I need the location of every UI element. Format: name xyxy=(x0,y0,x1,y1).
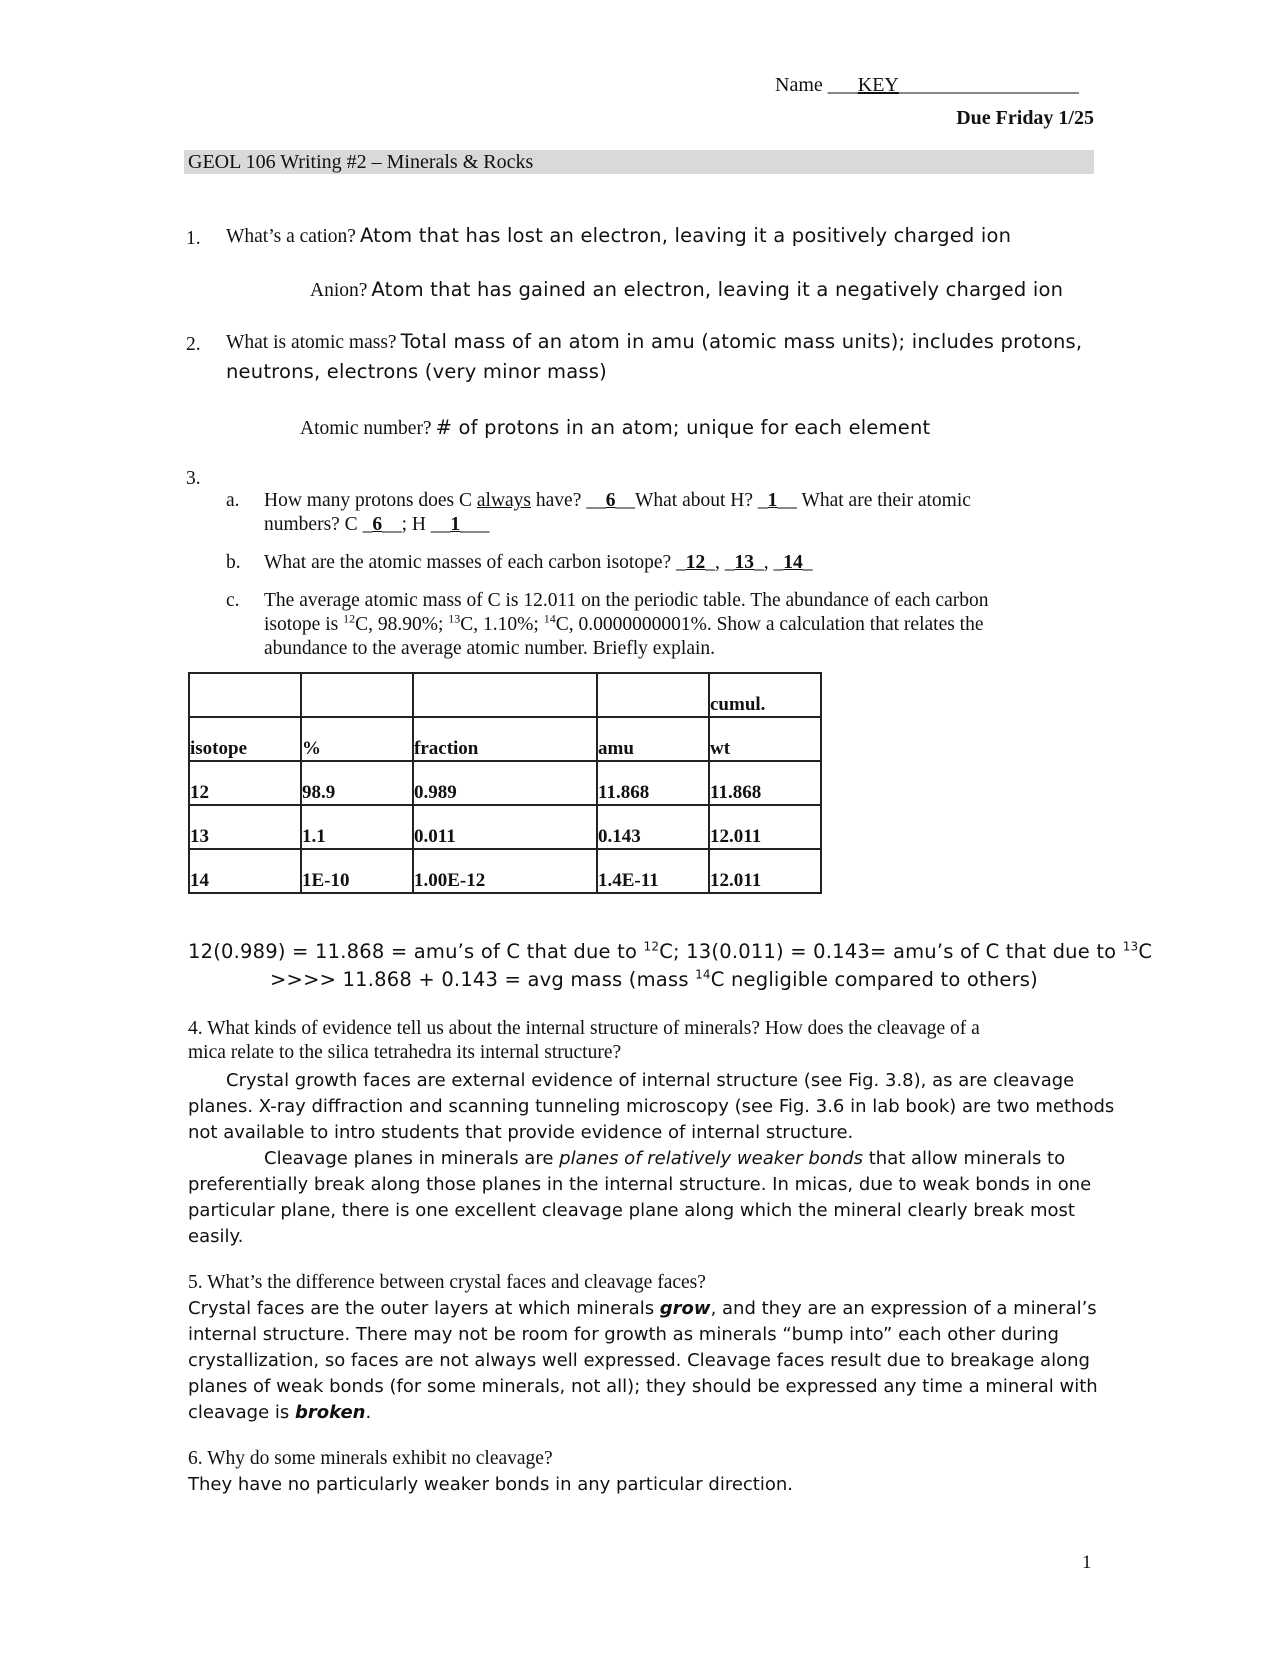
table-cell: 14 xyxy=(189,849,301,893)
table-cell: 1.1 xyxy=(301,805,413,849)
q3a-c-number: 6 xyxy=(372,514,383,535)
table-cell: 0.989 xyxy=(413,761,597,805)
q3a-c-protons: 6 xyxy=(605,490,616,511)
q2-answer-line1: Total mass of an atom in amu (atomic mass units); includes protons, xyxy=(400,330,1083,353)
table-header: amu xyxy=(597,717,709,761)
q1-number: 1. xyxy=(186,228,201,249)
calc-sup12: 12 xyxy=(643,939,660,954)
table-header-row xyxy=(189,717,821,761)
q3c-line1: The average atomic mass of C is 12.011 on the periodic table. The abundance of each carbon xyxy=(264,590,989,611)
q4-prompt-line1: 4. What kinds of evidence tell us about the internal structure of minerals? How does the cleavage of a xyxy=(188,1018,980,1039)
q3a-label: a. xyxy=(226,490,240,511)
page-title: GEOL 106 Writing #2 – Minerals & Rocks xyxy=(184,150,1094,174)
calc-line1 xyxy=(188,940,1152,963)
q3c-l2b: C, 98.90%; xyxy=(355,614,449,635)
q3b-line: What are the atomic masses of each carbon isotope? _12_, _13_, _14_ xyxy=(264,552,813,573)
q4-p2-l2: preferentially break along those planes in the internal structure. In micas, due to weak bonds in one xyxy=(188,1174,1092,1195)
table-cell: 1.4E-11 xyxy=(597,849,709,893)
q3a-always: always xyxy=(476,490,532,511)
q3c-l2c: C, 1.10%; xyxy=(460,614,544,635)
table-cell: 13 xyxy=(189,805,301,849)
table-cell: 1E-10 xyxy=(301,849,413,893)
q6-prompt: 6. Why do some minerals exhibit no cleavage? xyxy=(188,1448,553,1469)
calc-l2a: >>>> 11.868 + 0.143 = avg mass (mass xyxy=(270,968,696,991)
table-header: wt xyxy=(709,717,821,761)
table-top-row xyxy=(189,673,821,717)
name-prefix: ___ xyxy=(827,74,858,96)
page-number: 1 xyxy=(1082,1552,1092,1573)
name-label: Name xyxy=(775,74,823,96)
name-value: KEY xyxy=(857,74,899,96)
q3c-sup14: 14 xyxy=(543,611,556,626)
q5-l1b: , and they are an expression of a mineral’s xyxy=(710,1298,1097,1319)
table-row xyxy=(189,761,821,805)
q5-prompt: 5. What’s the difference between crystal faces and cleavage faces? xyxy=(188,1272,706,1293)
table-cell xyxy=(189,673,301,717)
q3b-label: b. xyxy=(226,552,241,573)
table-cell: 11.868 xyxy=(709,761,821,805)
q3a-line2-end: ___ xyxy=(460,514,490,535)
q3c-line2 xyxy=(264,611,984,636)
q4-p1-l2: planes. X-ray diffraction and scanning tunneling microscopy (see Fig. 3.6 in lab book) are two methods xyxy=(188,1096,1115,1117)
q5-l2: internal structure. There may not be room for growth as minerals “bump into” each other during xyxy=(188,1324,1059,1345)
table-cell: cumul. xyxy=(709,673,821,717)
q3a-line2-mid: __; H __ xyxy=(382,514,451,535)
q3b-mass-14: 14 xyxy=(783,552,803,573)
q2-line xyxy=(226,330,1082,354)
table-cell: 0.143 xyxy=(597,805,709,849)
q3c-sup12: 12 xyxy=(343,611,356,626)
calc-l2b: C negligible compared to others) xyxy=(710,968,1038,991)
table-cell xyxy=(413,673,597,717)
q4-p1-l1: Crystal growth faces are external evidence of internal structure (see Fig. 3.8), as are cleavage xyxy=(226,1070,1075,1091)
q2-atomic-number-answer: # of protons in an atom; unique for each element xyxy=(435,416,931,439)
table-row xyxy=(189,805,821,849)
table-header: fraction xyxy=(413,717,597,761)
table-row xyxy=(189,849,821,893)
q3c-l2d: C, 0.0000000001%. Show a calculation that relates the xyxy=(555,614,984,635)
q3a-text1: How many protons does C xyxy=(264,490,472,511)
q4-p2-l1b: that allow minerals to xyxy=(863,1148,1066,1169)
table-cell: 12.011 xyxy=(709,849,821,893)
q3b-mass-13: 13 xyxy=(734,552,755,573)
q2-number: 2. xyxy=(186,334,201,355)
q1-anion-answer: Atom that has gained an electron, leaving it a negatively charged ion xyxy=(371,278,1064,301)
table-cell xyxy=(597,673,709,717)
q3a-line2 xyxy=(264,514,489,536)
q2-answer-line2: neutrons, electrons (very minor mass) xyxy=(226,360,607,383)
q5-l3: crystallization, so faces are not always well expressed. Cleavage faces result due to breakage along xyxy=(188,1350,1090,1371)
q4-p2-l4: easily. xyxy=(188,1226,244,1247)
q3a-text2: have? __ xyxy=(535,490,606,511)
q2-atomic-number-prompt: Atomic number? xyxy=(300,418,432,439)
name-suffix: __________________ xyxy=(898,74,1079,96)
q3b-text: What are the atomic masses of each carbon isotope? _ xyxy=(264,552,686,573)
q4-p2-emphasis: planes of relatively weaker bonds xyxy=(559,1148,864,1169)
q3c-line3: abundance to the average atomic number. Briefly explain. xyxy=(264,638,716,659)
table-header: % xyxy=(301,717,413,761)
q5-l1a: Crystal faces are the outer layers at which minerals xyxy=(188,1298,660,1319)
q3a-h-number: 1 xyxy=(450,514,461,535)
q3c-label: c. xyxy=(226,590,240,611)
calc-sup14: 14 xyxy=(695,967,711,982)
table-cell: 1.00E-12 xyxy=(413,849,597,893)
q3a-text3: __What about H? _ xyxy=(615,490,768,511)
q3a-line1 xyxy=(264,490,1094,512)
table-cell: 98.9 xyxy=(301,761,413,805)
q5-grow: grow xyxy=(659,1298,711,1319)
calc-l1b: C; 13(0.011) = 0.143= amu’s of C that due to xyxy=(659,940,1123,963)
isotope-table xyxy=(188,672,822,894)
q3a-line2-prefix: numbers? C _ xyxy=(264,514,373,535)
q5-l1 xyxy=(188,1296,1097,1322)
q4-p1-l3: not available to intro students that provide evidence of internal structure. xyxy=(188,1122,854,1143)
table-cell: 12.011 xyxy=(709,805,821,849)
q1-answer: Atom that has lost an electron, leaving it a positively charged ion xyxy=(359,224,1012,247)
q3b-mass-12: 12 xyxy=(685,552,706,573)
q5-broken: broken xyxy=(295,1402,366,1423)
q3-number: 3. xyxy=(186,468,201,489)
q6-answer: They have no particularly weaker bonds in any particular direction. xyxy=(188,1474,794,1495)
q4-prompt-line2: mica relate to the silica tetrahedra its internal structure? xyxy=(188,1042,622,1063)
q5-l4: planes of weak bonds (for some minerals, not all); they should be expressed any time a mineral with xyxy=(188,1376,1098,1397)
q3c-l2a: isotope is xyxy=(264,614,344,635)
q1-anion-line xyxy=(310,278,1063,302)
table-cell: 11.868 xyxy=(597,761,709,805)
q3c-sup13: 13 xyxy=(448,611,461,626)
q2-prompt: What is atomic mass? xyxy=(226,332,397,353)
q4-p2-l1 xyxy=(264,1146,1065,1172)
table-header: isotope xyxy=(189,717,301,761)
q1-anion-prompt: Anion? xyxy=(310,280,368,301)
q3a-text4: __ What are their atomic xyxy=(777,490,971,511)
name-line xyxy=(775,74,1079,97)
table-cell xyxy=(301,673,413,717)
q4-p2-l1a: Cleavage planes in minerals are xyxy=(264,1148,560,1169)
q5-l5b: . xyxy=(365,1402,372,1423)
calc-l1c: C xyxy=(1138,940,1153,963)
q5-l5 xyxy=(188,1400,371,1426)
calc-line2 xyxy=(270,968,1038,991)
q4-p2-l3: particular plane, there is one excellent cleavage plane along which the mineral clearly break most xyxy=(188,1200,1075,1221)
q1-line xyxy=(226,224,1011,248)
table-cell: 12 xyxy=(189,761,301,805)
q5-l5a: cleavage is xyxy=(188,1402,296,1423)
table-cell: 0.011 xyxy=(413,805,597,849)
due-date: Due Friday 1/25 xyxy=(956,107,1094,129)
calc-sup13: 13 xyxy=(1122,939,1139,954)
q2-atomic-number-line xyxy=(300,416,930,440)
q1-prompt: What’s a cation? xyxy=(226,226,356,247)
calc-l1a: 12(0.989) = 11.868 = amu’s of C that due to xyxy=(188,940,644,963)
q3a-h-protons: 1 xyxy=(767,490,778,511)
